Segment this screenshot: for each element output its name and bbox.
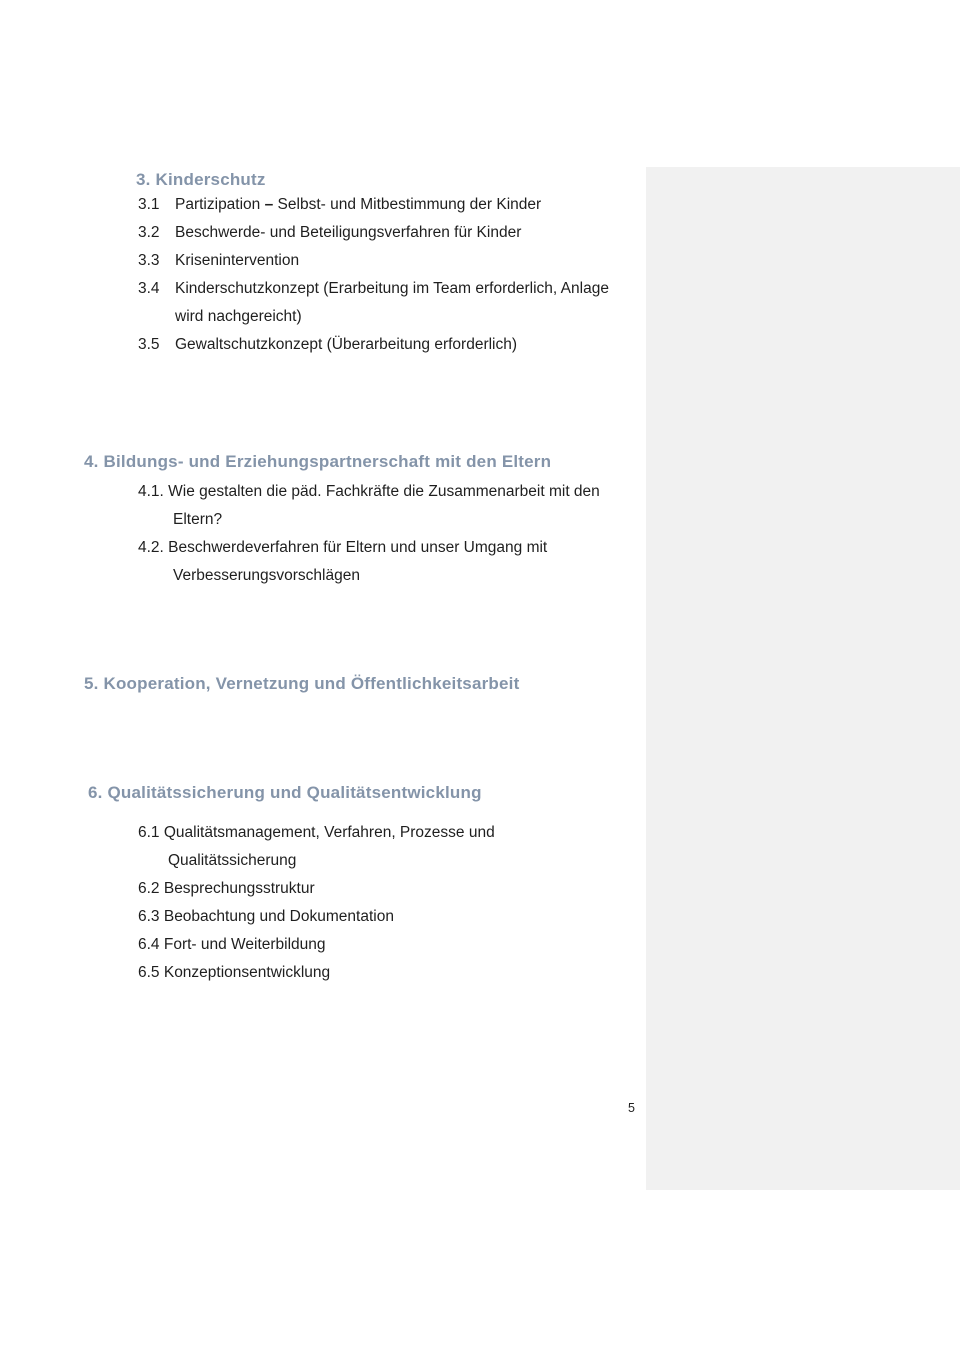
item-line: 4.2. Beschwerdeverfahren für Eltern und unser Umgang mit xyxy=(138,539,548,556)
item-line: Kinderschutzkonzept (Erarbeitung im Team erforderlich, Anlage xyxy=(175,280,609,297)
item-text xyxy=(175,247,609,275)
item-number: 3.4 xyxy=(138,280,160,297)
section-4-heading: 4. Bildungs- und Erziehungspartnerschaft mit den Eltern xyxy=(84,452,552,471)
item-text xyxy=(175,191,609,219)
item-line: Krisenintervention xyxy=(175,252,300,269)
toc-item-3-1 xyxy=(138,191,609,219)
item-text xyxy=(175,331,609,359)
section-5-heading: 5. Kooperation, Vernetzung und Öffentlichkeitsarbeit xyxy=(84,674,520,693)
item-line: Eltern? xyxy=(173,511,223,528)
item-number: 3.3 xyxy=(138,252,160,269)
toc-item-6-3 xyxy=(138,903,495,931)
section-3-heading: 3. Kinderschutz xyxy=(136,170,266,189)
toc-item-3-4 xyxy=(138,275,609,331)
section-6-heading: 6. Qualitätssicherung und Qualitätsentwicklung xyxy=(88,783,482,802)
item-line: 6.3 Beobachtung und Dokumentation xyxy=(138,908,394,925)
item-number: 3.5 xyxy=(138,336,160,353)
item-line: 6.4 Fort- und Weiterbildung xyxy=(138,936,326,953)
item-text-post: Selbst- und Mitbestimmung der Kinder xyxy=(277,196,542,213)
toc-item-6-5 xyxy=(138,959,495,987)
toc-item-6-1 xyxy=(138,819,495,875)
item-line: 4.1. Wie gestalten die päd. Fachkräfte die Zusammenarbeit mit den xyxy=(138,483,600,500)
item-line: Verbesserungsvorschlägen xyxy=(173,567,360,584)
toc-item-4-1 xyxy=(138,478,600,534)
toc-item-6-4 xyxy=(138,931,495,959)
toc-item-3-3 xyxy=(138,247,609,275)
item-number: 3.1 xyxy=(138,196,160,213)
item-text-pre: Partizipation xyxy=(175,196,261,213)
item-line xyxy=(175,191,609,219)
item-line: 6.2 Besprechungsstruktur xyxy=(138,880,315,897)
toc-item-4-2 xyxy=(138,534,600,590)
section-3-list xyxy=(138,191,609,359)
item-line: Qualitätssicherung xyxy=(168,852,297,869)
item-line: Gewaltschutzkonzept (Überarbeitung erforderlich) xyxy=(175,336,518,353)
item-text xyxy=(175,219,609,247)
item-number: 3.2 xyxy=(138,224,160,241)
item-line: Beschwerde- und Beteiligungsverfahren für Kinder xyxy=(175,224,522,241)
item-text xyxy=(175,275,609,331)
page-number: 5 xyxy=(628,1101,635,1115)
section-6-list xyxy=(138,819,495,987)
toc-item-3-2 xyxy=(138,219,609,247)
item-line: wird nachgereicht) xyxy=(175,308,302,325)
item-line: 6.5 Konzeptionsentwicklung xyxy=(138,964,331,981)
item-line: 6.1 Qualitätsmanagement, Verfahren, Prozesse und xyxy=(138,824,495,841)
item-dash: – xyxy=(264,196,274,213)
section-4-list xyxy=(138,478,600,590)
side-panel xyxy=(646,167,960,1190)
toc-item-3-5 xyxy=(138,331,609,359)
toc-item-6-2 xyxy=(138,875,495,903)
